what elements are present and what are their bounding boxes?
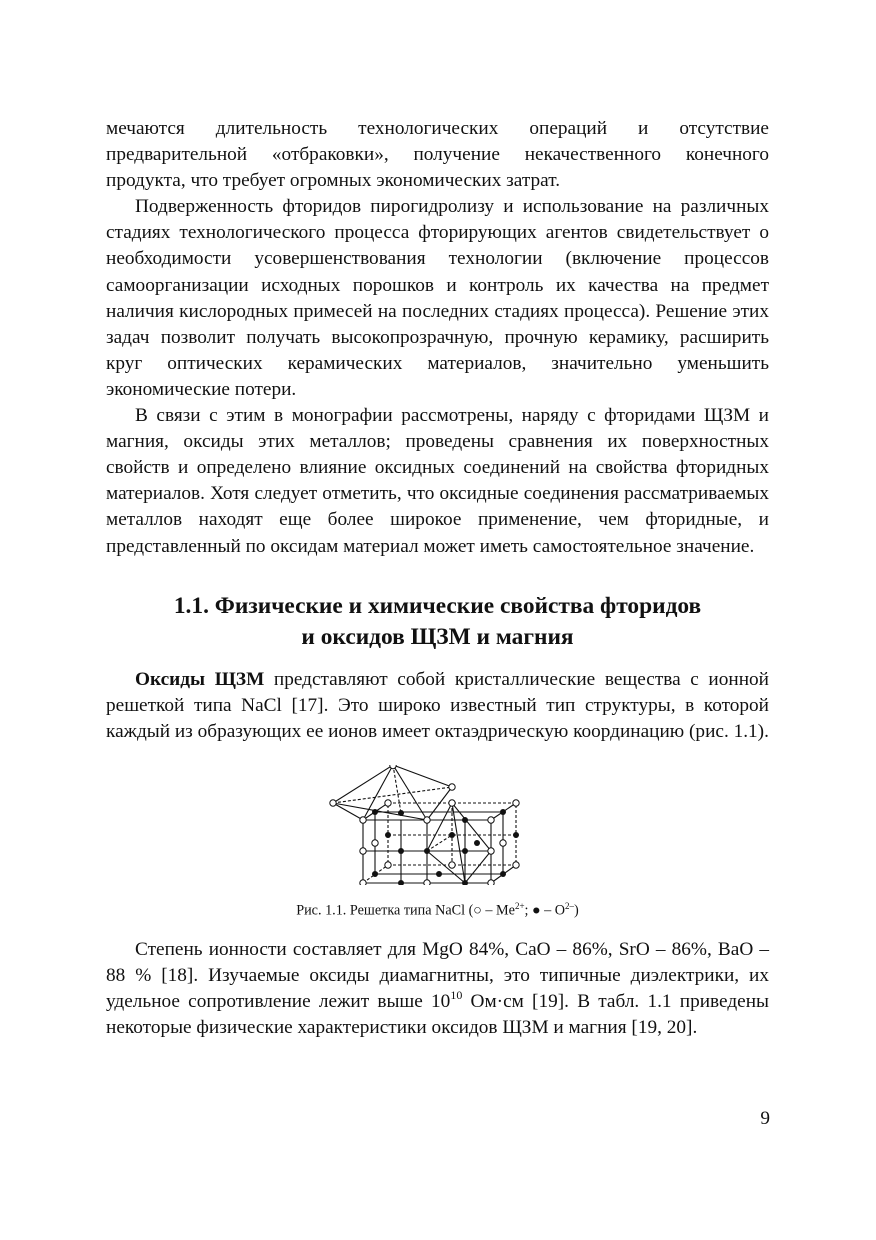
caption-sup-2: 2– xyxy=(565,900,575,911)
caption-end: ) xyxy=(574,902,579,919)
nacl-lattice-diagram xyxy=(323,765,553,885)
paragraph-1: мечаются длительность технологических операций и отсутствие предварительной «отбраковки», получение некачественного конечного продукта, что требует огромных экономических затрат. xyxy=(106,118,769,192)
section-heading-line-1: 1.1. Физические и химические свойства фторидов xyxy=(173,592,702,619)
oxides-bold-lead: Оксиды ЩЗМ xyxy=(135,668,265,690)
ionicity-text-1: Степень ионности составляет для MgO 84%, CaO – 86%, SrO – 86%, BaO – 88 % [18]. Изучаемые оксиды диамагнитны, это типичные диэлектрики, их удельное сопротивление лежит выше 10 xyxy=(106,938,769,1012)
section-heading xyxy=(106,591,769,653)
oxides-text: представляют собой кристаллические вещества с ионной решеткой типа NaCl [17]. Это широко известный тип структуры, в которой каждый из образующих ее ионов имеет октаэдрическую координацию (рис. 1.1). xyxy=(106,668,769,742)
ionicity-paragraph xyxy=(106,937,769,1041)
figure-1-1 xyxy=(106,765,769,920)
paragraph-2: Подверженность фторидов пирогидролизу и использование на различных стадиях технологического процесса фторирующих агентов свидетельствует о необходимости усовершенствования технологии (включение процессов самоорганизации исходных порошков и контроль их качества на предмет наличия кислородных примесей на последних стадиях процесса). Решение этих задач позволит получать высокопрозрачную, прочную керамику, расширить круг оптических керамических материалов, значительно уменьшить экономические потери. xyxy=(106,196,769,400)
paragraph-3: В связи с этим в монографии рассмотрены, наряду с фторидами ЩЗМ и магния, оксиды этих металлов; проведены сравнения их поверхностных свойств и определено влияние оксидных соединений на свойства фторидных материалов. Хотя следует отметить, что оксидные соединения рассматриваемых металлов находят еще более широкое применение, чем фторидные, и представленный по оксидам материал может иметь самостоятельное значение. xyxy=(106,405,769,557)
caption-sup-1: 2+ xyxy=(514,900,525,911)
ionicity-text-2: Ом·см [19]. В табл. 1.1 приведены некоторые физические характеристики оксидов ЩЗМ и магния [19, 20]. xyxy=(106,990,769,1038)
caption-mid: ; ● – O xyxy=(524,902,566,919)
section-heading-line-2: и оксидов ЩЗМ и магния xyxy=(301,623,574,650)
caption-main: Рис. 1.1. Решетка типа NaCl (○ – Me xyxy=(296,902,515,919)
ionicity-exponent: 10 xyxy=(450,987,463,1002)
oxides-paragraph xyxy=(106,667,769,745)
page-number: 9 xyxy=(760,1108,770,1129)
figure-caption xyxy=(106,897,769,920)
page-content xyxy=(106,116,769,1041)
